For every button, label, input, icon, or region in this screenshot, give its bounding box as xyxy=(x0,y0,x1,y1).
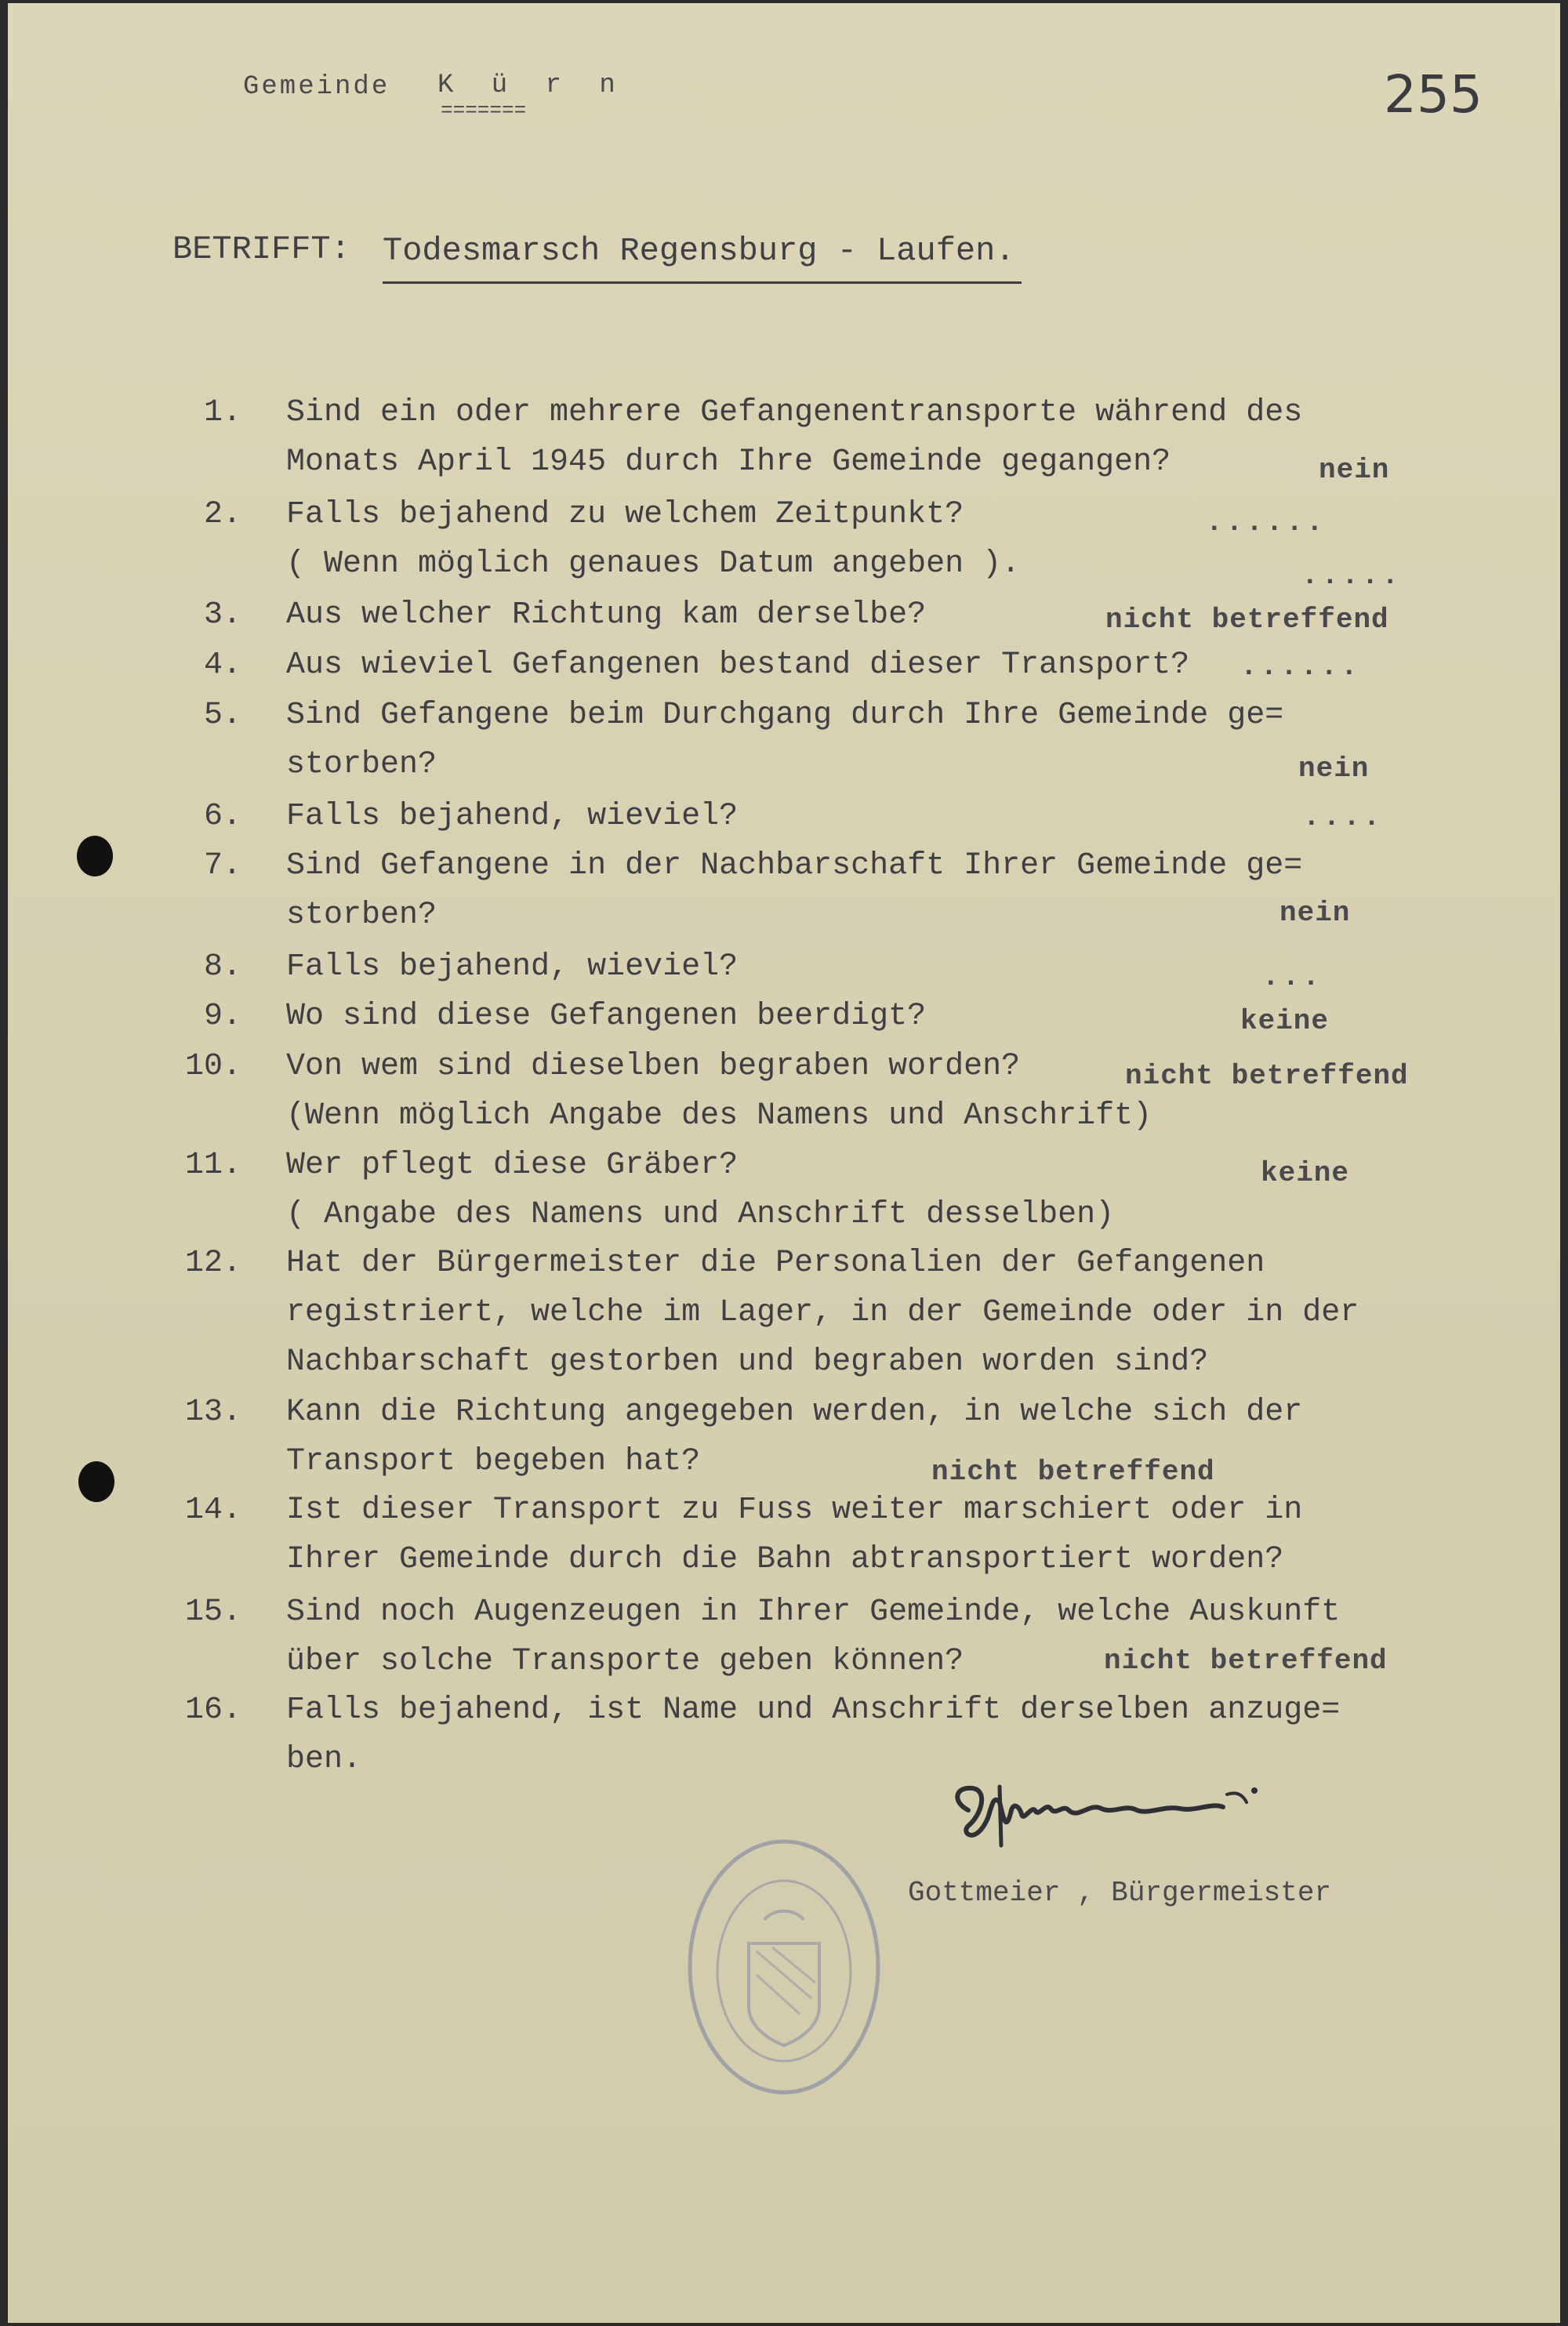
question-number: 2. xyxy=(203,497,241,532)
question-number: 9. xyxy=(203,999,241,1034)
question-number: 3. xyxy=(203,597,241,633)
question-number: 8. xyxy=(203,949,241,985)
question-number: 5. xyxy=(203,698,241,733)
municipality-label: Gemeinde xyxy=(243,72,390,102)
punch-hole-lower xyxy=(78,1461,114,1502)
question-text-line: Sind Gefangene in der Nachbarschaft Ihrer Gemeinde ge= xyxy=(286,848,1303,884)
subject-text: Todesmarsch Regensburg - Laufen. xyxy=(383,232,1015,270)
question-text-line: über solche Transporte geben können? xyxy=(286,1644,964,1679)
answer-q11: keine xyxy=(1261,1157,1350,1189)
question-text-line: Monats April 1945 durch Ihre Gemeinde gegangen? xyxy=(286,445,1171,480)
page-number: 255 xyxy=(1384,64,1483,125)
question-number: 1. xyxy=(203,395,241,430)
question-text-line: Falls bejahend, wieviel? xyxy=(286,799,739,834)
answer-q2-time: ...... xyxy=(1206,506,1327,539)
municipality-underline: ======= xyxy=(441,99,527,122)
question-number: 10. xyxy=(184,1049,241,1084)
question-text-line: Wo sind diese Gefangenen beerdigt? xyxy=(286,999,927,1034)
question-text-line: Sind noch Augenzeugen in Ihrer Gemeinde, welche Auskunft xyxy=(286,1595,1341,1630)
answer-q8: ... xyxy=(1262,961,1323,993)
question-text-line: Sind ein oder mehrere Gefangenentransporte während des xyxy=(286,395,1303,430)
handwritten-signature xyxy=(945,1771,1274,1857)
question-number: 15. xyxy=(184,1595,241,1630)
question-text-line: Falls bejahend zu welchem Zeitpunkt? xyxy=(286,497,964,532)
official-stamp xyxy=(682,1834,886,2100)
question-text-line: ( Angabe des Namens und Anschrift desselben) xyxy=(286,1197,1115,1232)
question-number: 13. xyxy=(184,1395,241,1430)
subject-underline xyxy=(383,281,1022,284)
question-text-line: storben? xyxy=(286,747,437,782)
answer-q4: ...... xyxy=(1240,651,1361,683)
question-number: 12. xyxy=(184,1246,241,1281)
answer-q13: nicht betreffend xyxy=(931,1456,1215,1488)
question-text-line: Hat der Bürgermeister die Personalien der Gefangenen xyxy=(286,1246,1265,1281)
question-text-line: Kann die Richtung angegeben werden, in welche sich der xyxy=(286,1395,1303,1430)
answer-q6: .... xyxy=(1303,801,1384,833)
answer-q3: nicht betreffend xyxy=(1105,604,1389,636)
answer-q10: nicht betreffend xyxy=(1125,1060,1409,1092)
question-text-line: Ist dieser Transport zu Fuss weiter marschiert oder in xyxy=(286,1493,1303,1528)
question-text-line: Wer pflegt diese Gräber? xyxy=(286,1148,739,1183)
question-text-line: storben? xyxy=(286,898,437,933)
question-text-line: Aus welcher Richtung kam derselbe? xyxy=(286,597,927,633)
question-text-line: ( Wenn möglich genaues Datum angeben ). xyxy=(286,546,1021,582)
question-text-line: registriert, welche im Lager, in der Gemeinde oder in der xyxy=(286,1295,1359,1330)
question-text-line: Transport begeben hat? xyxy=(286,1444,701,1479)
question-number: 4. xyxy=(203,648,241,683)
question-number: 6. xyxy=(203,799,241,834)
answer-q9: keine xyxy=(1240,1005,1330,1037)
answer-q15: nicht betreffend xyxy=(1104,1645,1388,1677)
answer-q1: nein xyxy=(1319,454,1390,486)
question-text-line: Sind Gefangene beim Durchgang durch Ihre Gemeinde ge= xyxy=(286,698,1284,733)
answer-q7: nein xyxy=(1279,897,1351,929)
question-number: 14. xyxy=(184,1493,241,1528)
question-number: 11. xyxy=(184,1148,241,1183)
punch-hole-upper xyxy=(77,836,113,876)
question-number: 7. xyxy=(203,848,241,884)
question-text-line: Nachbarschaft gestorben und begraben worden sind? xyxy=(286,1344,1209,1380)
answer-q2-date: ..... xyxy=(1301,560,1403,592)
question-text-line: (Wenn möglich Angabe des Namens und Anschrift) xyxy=(286,1098,1152,1134)
question-text-line: Falls bejahend, ist Name und Anschrift derselben anzuge= xyxy=(286,1693,1341,1728)
question-text-line: Falls bejahend, wieviel? xyxy=(286,949,739,985)
answer-q5: nein xyxy=(1298,753,1370,785)
question-text-line: ben. xyxy=(286,1742,362,1777)
signatory-name: Gottmeier , Bürgermeister xyxy=(908,1877,1332,1909)
question-text-line: Aus wieviel Gefangenen bestand dieser Transport? xyxy=(286,648,1190,683)
question-number: 16. xyxy=(184,1693,241,1728)
question-text-line: Von wem sind dieselben begraben worden? xyxy=(286,1049,1021,1084)
subject-label: BETRIFFT: xyxy=(172,230,350,268)
question-text-line: Ihrer Gemeinde durch die Bahn abtransportiert worden? xyxy=(286,1542,1284,1577)
municipality-name: K ü r n xyxy=(437,71,626,100)
